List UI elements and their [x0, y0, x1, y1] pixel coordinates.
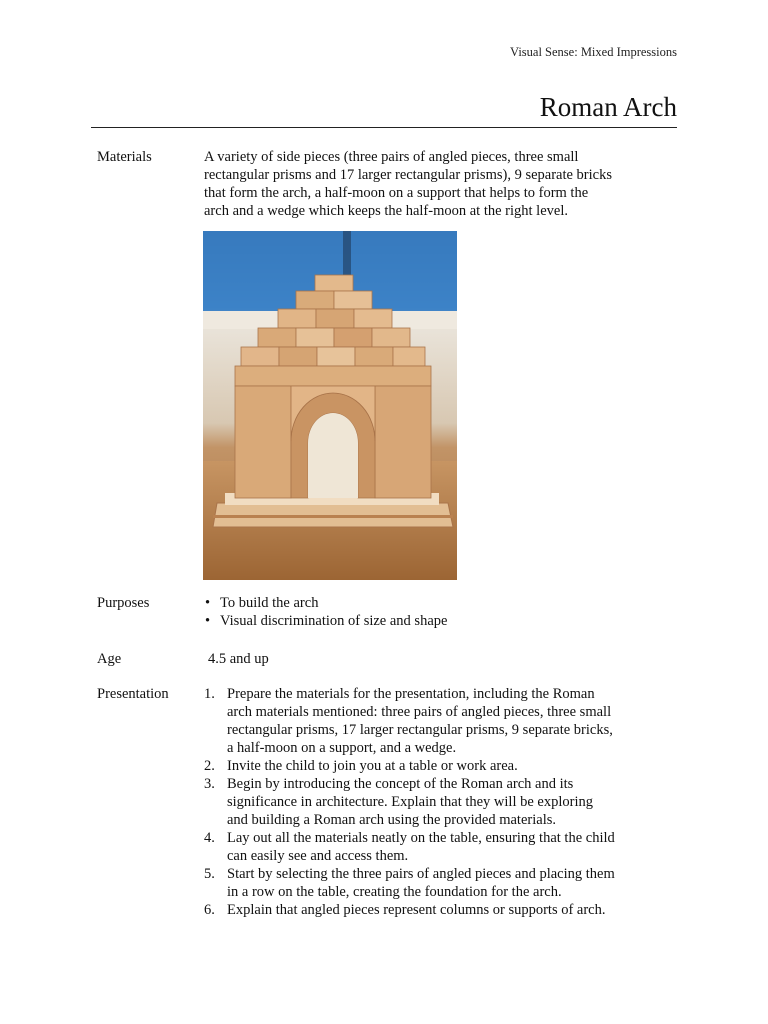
base-board-edge	[213, 515, 453, 518]
step-number: 5.	[204, 866, 215, 882]
step-line: Explain that angled pieces represent columns or supports of arch.	[227, 902, 606, 918]
step-line: Invite the child to join you at a table or work area.	[227, 758, 518, 774]
presentation-step	[204, 685, 644, 757]
step-number: 4.	[204, 830, 215, 846]
roman-arch-illustration	[203, 231, 457, 580]
materials-line: A variety of side pieces (three pairs of angled pieces, three small	[204, 149, 579, 165]
purpose-item: • To build the arch	[204, 594, 634, 612]
materials-line: that form the arch, a half-moon on a support that helps to form the	[204, 185, 589, 201]
page-title: Roman Arch	[539, 92, 677, 122]
title-rule	[91, 127, 677, 128]
step-line: Prepare the materials for the presentation, including the Roman	[227, 686, 595, 702]
purposes-label: Purposes	[97, 595, 150, 611]
step-number: 6.	[204, 902, 215, 918]
presentation-label: Presentation	[97, 686, 169, 702]
materials-text	[204, 148, 634, 220]
presentation-step	[204, 757, 644, 775]
roman-arch-photo	[203, 231, 457, 580]
materials-line: rectangular prisms and 17 larger rectangular prisms), 9 separate bricks	[204, 167, 612, 183]
step-number: 3.	[204, 776, 215, 792]
materials-line: arch and a wedge which keeps the half-moon at the right level.	[204, 203, 568, 219]
step-number: 1.	[204, 686, 215, 702]
step-line: rectangular prisms, 17 larger rectangular prisms, 9 separate bricks,	[227, 722, 613, 738]
materials-label: Materials	[97, 149, 152, 165]
step-line: in a row on the table, creating the foundation for the arch.	[227, 884, 562, 900]
presentation-step	[204, 865, 644, 901]
step-number: 2.	[204, 758, 215, 774]
presentation-steps	[204, 685, 644, 919]
step-line: Begin by introducing the concept of the Roman arch and its	[227, 776, 574, 792]
presentation-step	[204, 829, 644, 865]
step-line: Start by selecting the three pairs of angled pieces and placing them	[227, 866, 615, 882]
purpose-item: • Visual discrimination of size and shape	[204, 612, 634, 630]
step-line: a half-moon on a support, and a wedge.	[227, 740, 457, 756]
step-line: can easily see and access them.	[227, 848, 409, 864]
running-head: Visual Sense: Mixed Impressions	[510, 45, 677, 59]
age-value: 4.5 and up	[208, 651, 269, 667]
arch-opening	[308, 413, 358, 498]
step-line: Lay out all the materials neatly on the table, ensuring that the child	[227, 830, 615, 846]
step-line: and building a Roman arch using the provided materials.	[227, 812, 556, 828]
age-label: Age	[97, 651, 122, 667]
step-line: significance in architecture. Explain that they will be exploring	[227, 794, 593, 810]
step-line: arch materials mentioned: three pairs of angled pieces, three small	[227, 704, 612, 720]
presentation-step	[204, 901, 644, 919]
purposes-list	[204, 594, 634, 630]
presentation-step	[204, 775, 644, 829]
